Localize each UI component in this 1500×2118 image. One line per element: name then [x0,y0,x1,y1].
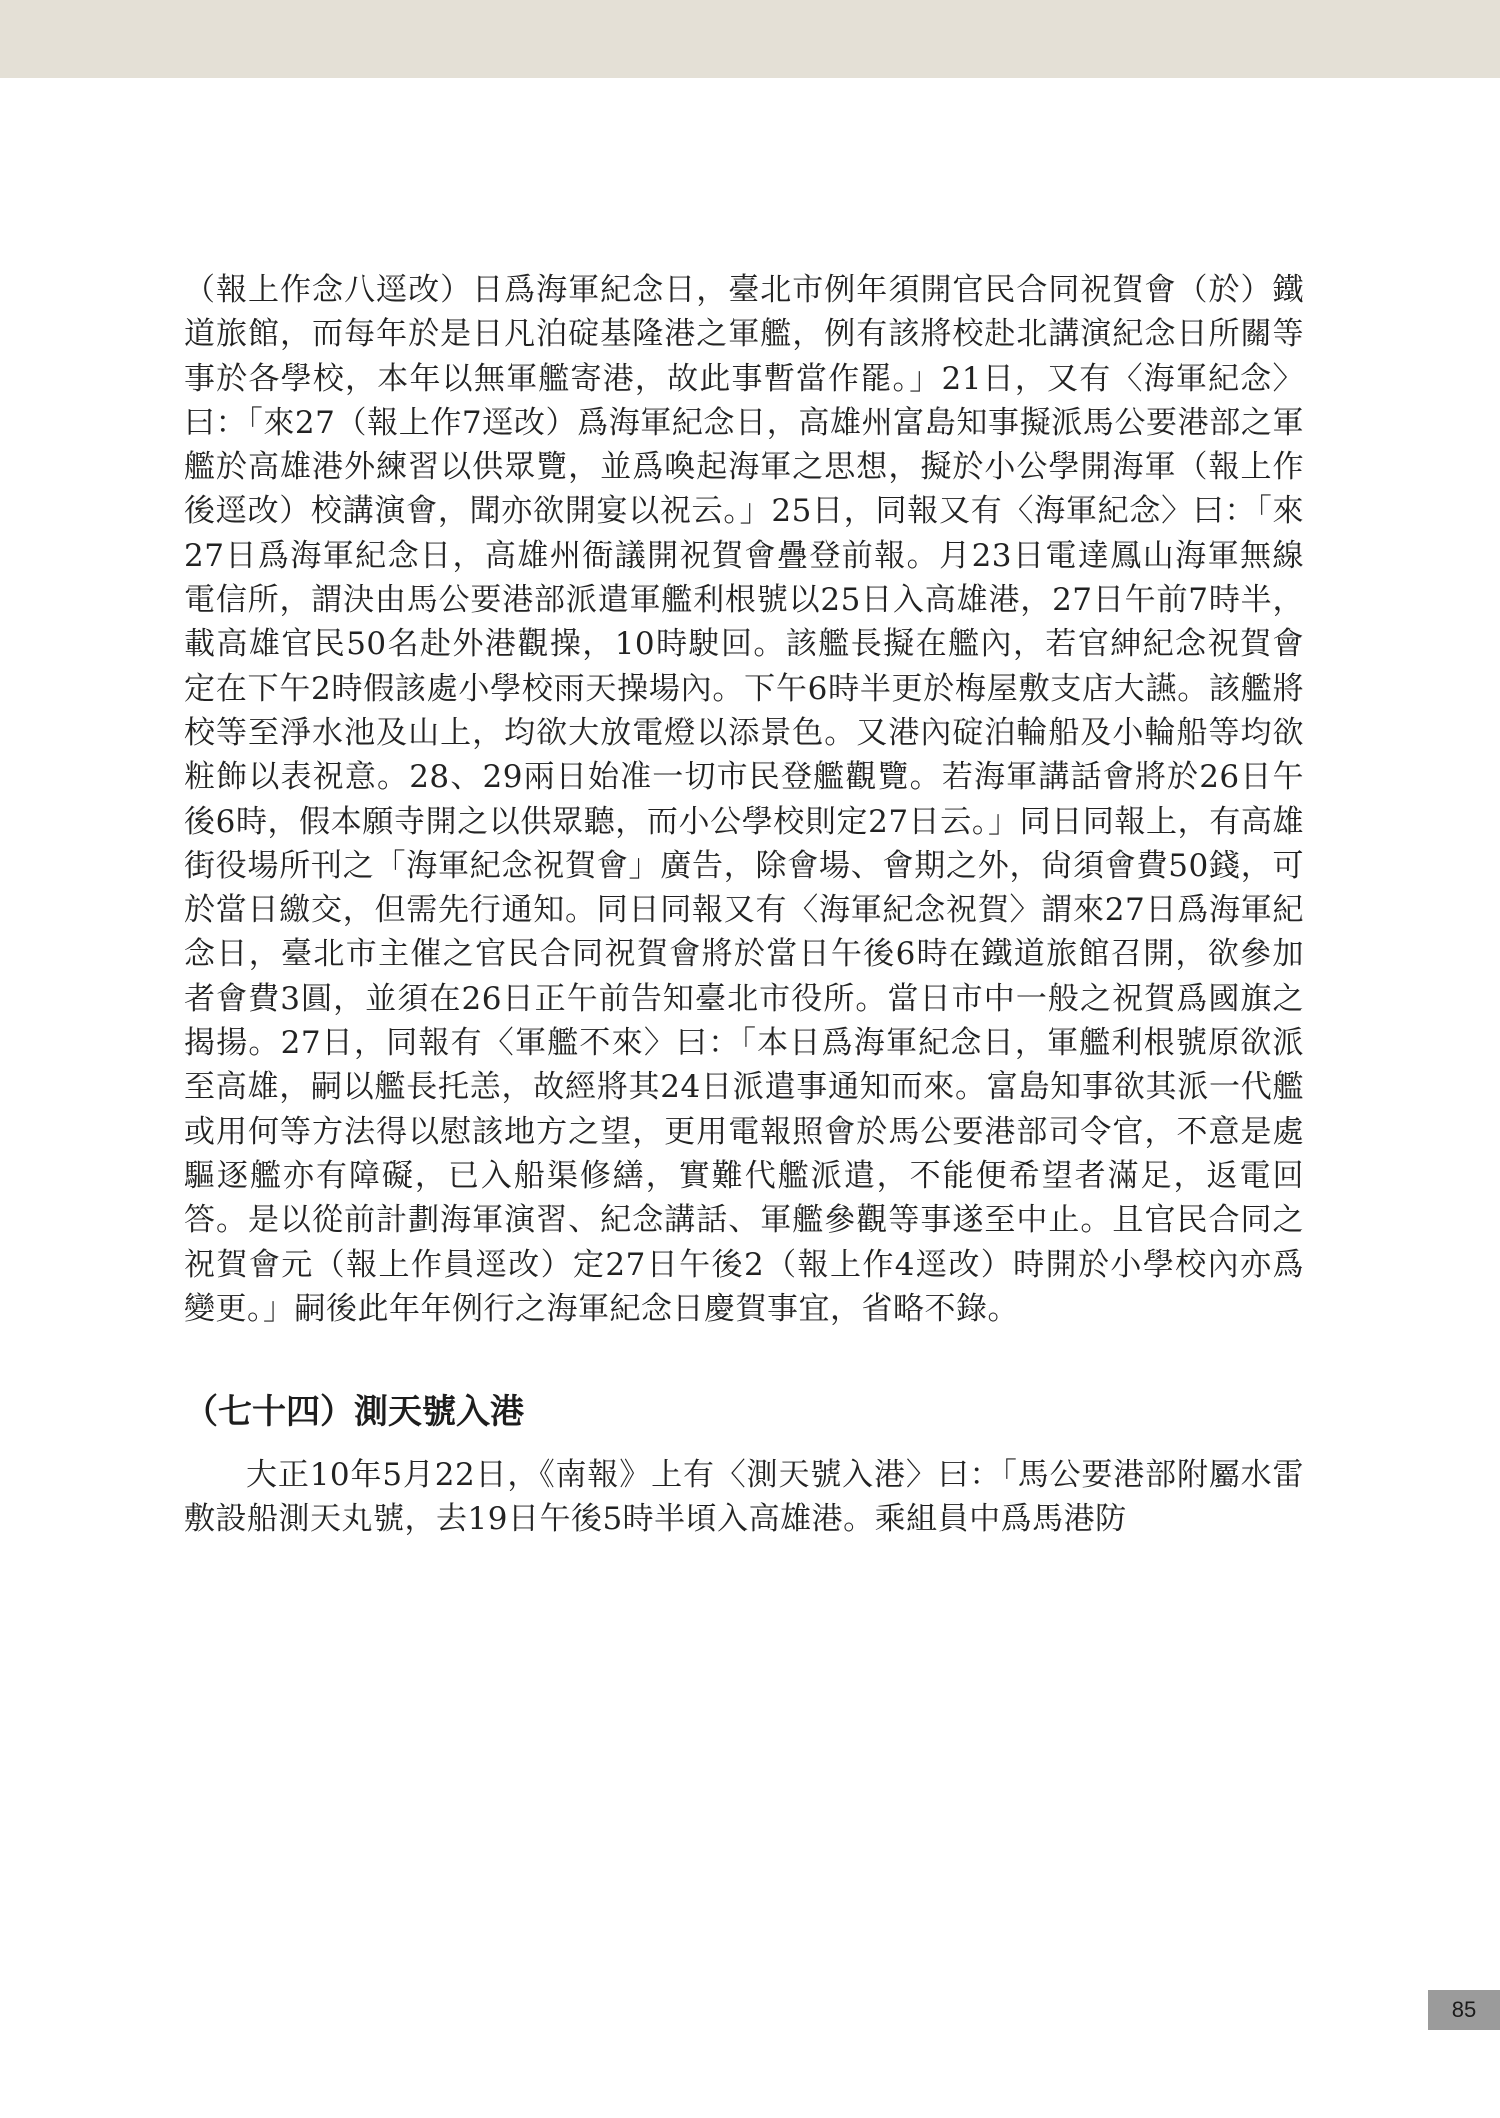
page-top-band [0,0,1500,78]
section-heading: （七十四）測天號入港 [184,1392,524,1433]
page-number: 85 [1428,1990,1500,2030]
body-paragraph: （報上作念八逕改）日爲海軍紀念日，臺北市例年須開官民合同祝賀會（於）鐵道旅館，而每年於是日凡泊碇基隆港之軍艦，例有該將校赴北講演紀念日所關等事於各學校，本年以無軍艦寄港，故此事暫當作罷。」21日，又有〈海軍紀念〉曰：「來27（報上作7逕改）爲海軍紀念日，高雄州富島知事擬派馬公要港部之軍艦於高雄港外練習以供眾覽，並爲喚起海軍之思想，擬於小公學開海軍（報上作後逕改）校講演會，聞亦欲開宴以祝云。」25日，同報又有〈海軍紀念〉曰：「來27日爲海軍紀念日，高雄州衙議開祝賀會疊登前報。月23日電達鳳山海軍無線電信所，謂決由馬公要港部派遣軍艦利根號以25日入高雄港，27日午前7時半，載高雄官民50名赴外港觀操，10時駛回。該艦長擬在艦內，若官紳紀念祝賀會定在下午2時假該處小學校雨天操場內。下午6時半更於梅屋敷支店大讌。該艦將校等至淨水池及山上，均欲大放電燈以添景色。又港內碇泊輪船及小輪船等均欲粧飾以表祝意。28、29兩日始准一切市民登艦觀覽。若海軍講話會將於26日午後6時，假本願寺開之以供眾聽，而小公學校則定27日云。」同日同報上，有高雄街役場所刊之「海軍紀念祝賀會」廣告，除會場、會期之外，尙須會費50錢，可於當日繳交，但需先行通知。同日同報又有〈海軍紀念祝賀〉謂來27日爲海軍紀念日，臺北市主催之官民合同祝賀會將於當日午後6時在鐵道旅館召開，欲參加者會費3圓，並須在26日正午前告知臺北市役所。當日市中一般之祝賀爲國旗之揭揚。27日，同報有〈軍艦不來〉曰：「本日爲海軍紀念日，軍艦利根號原欲派至高雄，嗣以艦長托恙，故經將其24日派遣事通知而來。富島知事欲其派一代艦或用何等方法得以慰該地方之望，更用電報照會於馬公要港部司令官，不意是處驅逐艦亦有障礙，已入船渠修繕，實難代艦派遣，不能便希望者滿足，返電回答。是以從前計劃海軍演習、紀念講話、軍艦參觀等事遂至中止。且官民合同之祝賀會元（報上作員逕改）定27日午後2（報上作4逕改）時開於小學校內亦爲變更。」嗣後此年年例行之海軍紀念日慶賀事宜，省略不錄。 [184,272,1304,1327]
page-body [184,268,1304,1542]
body-paragraph-2: 大正10年5月22日，《南報》上有〈測天號入港〉曰：「馬公要港部附屬水雷敷設船測天丸號，去19日午後5時半頃入高雄港。乘組員中爲馬港防 [184,1457,1304,1538]
